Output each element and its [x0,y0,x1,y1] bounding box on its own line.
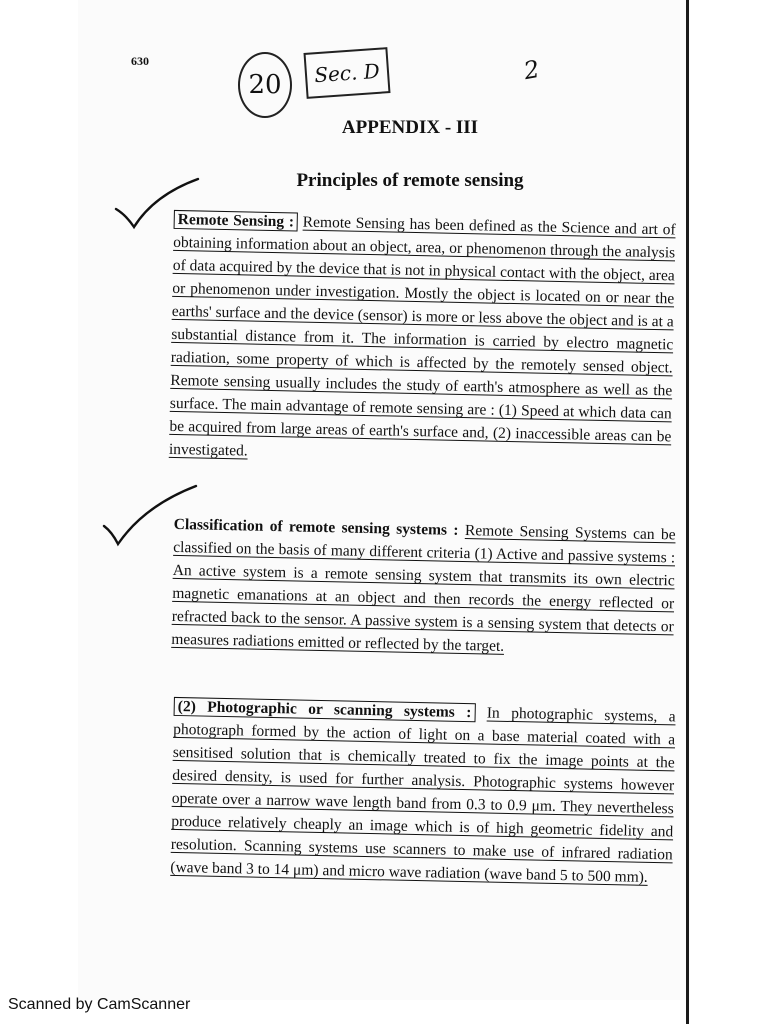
remote-sensing-text: Remote Sensing has been defined as the Science and art of obtaining information about an object, area, or phenomenon through the analysis of data acquired by the device that is not in physical contact with the object, area or phenomenon under investigation. Mostly the object is located on or near the earths' surface and the device (sensor) is more or less above the object and is at a substantial distance from it. The information is carried by electro magnetic radiation, some property of which is affected by the remotely sensed object. Remote sensing usually includes the study of earth's atmosphere as well as the surface. The main advantage of remote sensing are : (1) Speed at which data can be acquired from large areas of earth's surface and, (2) inaccessible areas can be investigated. [168,213,676,460]
classification-paragraph [127,512,676,661]
scanner-watermark: Scanned by CamScanner [8,996,191,1013]
remote-sensing-lead: Remote Sensing : [174,210,299,232]
remote-sensing-paragraph [125,207,676,471]
section-title: Principles of remote sensing [296,170,524,191]
page-edge [686,0,689,1024]
handwritten-boxed-label: Sec. D [303,47,390,99]
photographic-text: In photographic systems, a photograph formed by the action of light on a base material coated with a sensitised solution that is chemically treated to fix the image points at the desired density, is used for further analysis. Photographic systems however operate over a narrow wave length band from 0.3 to 0.9 μm. They nevertheless produce relatively cheaply an image which is of high geometric fidelity and resolution. Scanning systems use scanners to make use of infrared radiation (wave band 3 to 14 μm) and micro wave radiation (wave band 5 to 500 mm). [170,704,676,886]
handwritten-circled-number: 20 [238,52,292,118]
classification-text: Remote Sensing Systems can be classified on the basis of many different criteria (1) Active and passive systems : An active system is a remote sensing system that transmits its own electric magnetic emanations at an object and then records the energy reflected or refracted back to the sensor. A passive system is a sensing system that detects or measures radiations emitted or reflected by the target. [171,522,676,655]
photographic-lead: (2) Photographic or scanning systems : [174,697,476,722]
handwritten-corner-mark: 2 [521,54,542,86]
classification-lead: Classification of remote sensing systems : [173,515,459,539]
photographic-paragraph [126,694,676,889]
page-number: 630 [131,54,149,68]
appendix-heading: APPENDIX - III [341,117,479,138]
